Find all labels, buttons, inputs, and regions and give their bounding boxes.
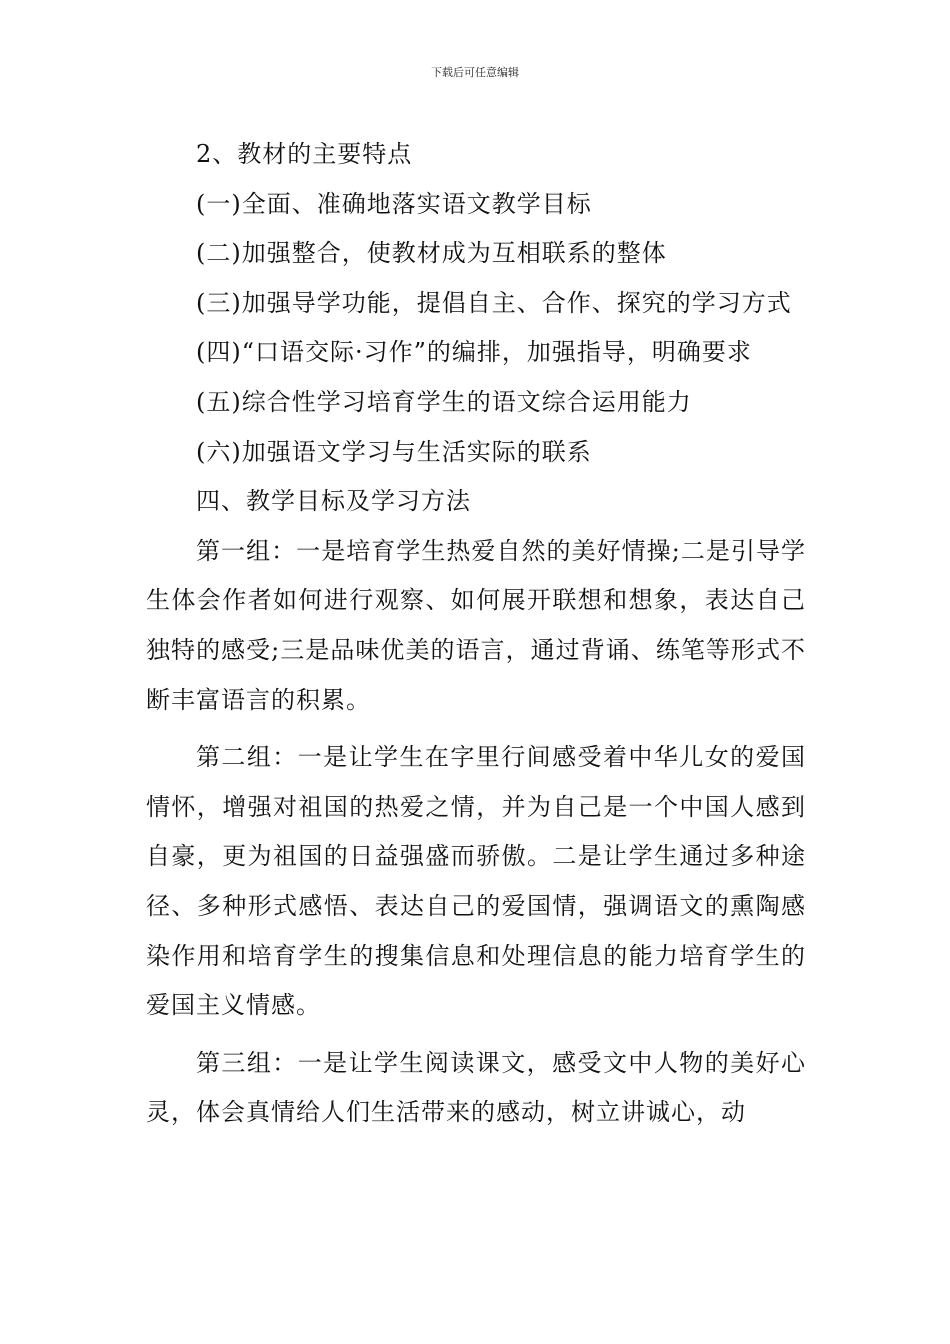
group-2-paragraph: 第二组：一是让学生在字里行间感受着中华儿女的爱国情怀，增强对祖国的热爱之情，并为自己是一个中国人感到自豪，更为祖国的日益强盛而骄傲。二是让学生通过多种途径、多种形式感悟、表达自己的爱国情，强调语文的熏陶感染作用和培育学生的搜集信息和处理信息的能力培育学生的爱国主义情感。 [146, 743, 806, 1020]
feature-item-5: (五)综合性学习培育学生的语文综合运用能力 [196, 387, 692, 416]
group-1-paragraph: 第一组：一是培育学生热爱自然的美好情操;二是引导学生体会作者如何进行观察、如何展开联想和想象，表达自己独特的感受;三是品味优美的语言，通过背诵、练笔等形式不断丰富语言的积累。 [146, 536, 806, 714]
group-3-paragraph: 第三组：一是让学生阅读课文，感受文中人物的美好心灵，体会真情给人们生活带来的感动，树立讲诚心，动 [146, 1048, 806, 1127]
section-heading-textbook-features: 2、教材的主要特点 [196, 140, 413, 168]
feature-item-4: (四)“口语交际·习作”的编排，加强指导，明确要求 [196, 338, 752, 367]
feature-item-2: (二)加强整合，使教材成为互相联系的整体 [196, 239, 667, 268]
page-header-note: 下载后可任意编辑 [431, 66, 519, 79]
feature-item-1: (一)全面、准确地落实语文教学目标 [196, 189, 592, 218]
feature-item-6: (六)加强语文学习与生活实际的联系 [196, 437, 592, 466]
document-body [146, 130, 806, 1138]
feature-item-3: (三)加强导学功能，提倡自主、合作、探究的学习方式 [196, 288, 792, 317]
section-heading-teaching-goals: 四、教学目标及学习方法 [196, 487, 471, 516]
